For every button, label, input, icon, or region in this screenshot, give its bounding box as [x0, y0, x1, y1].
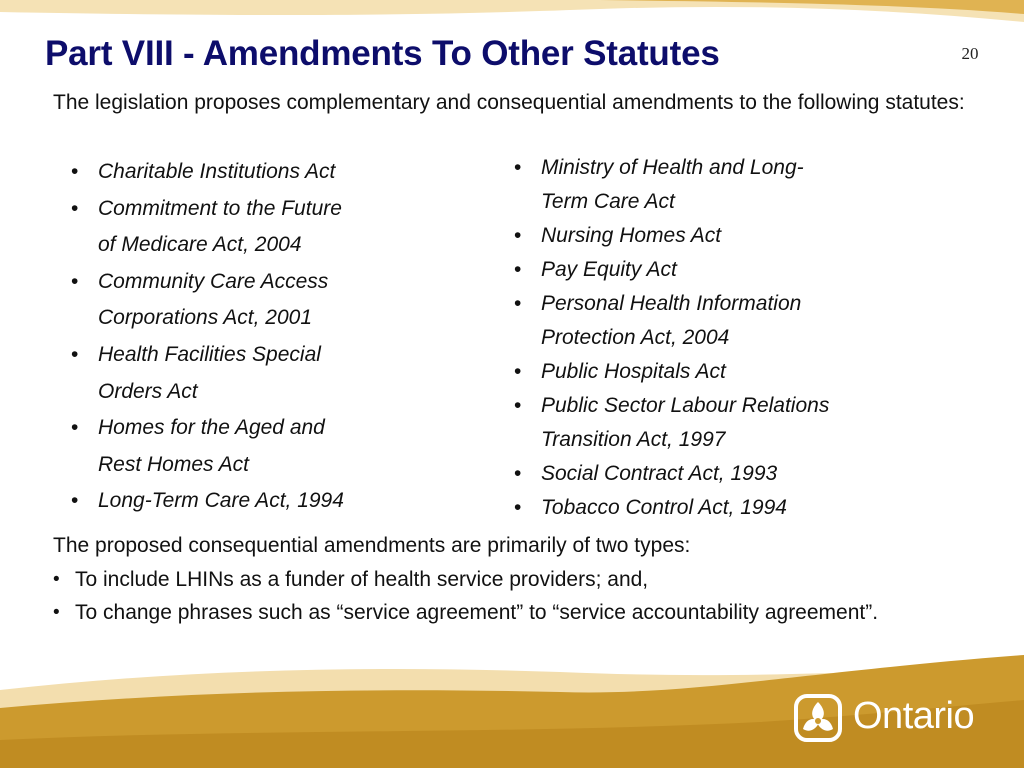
statute-line: Charitable Institutions Act [98, 160, 336, 183]
bullet: • [514, 258, 522, 281]
bullet: • [514, 394, 522, 417]
amendment-type-list [53, 563, 973, 630]
statute-line: Health Facilities Special [98, 342, 321, 366]
bullet: • [514, 156, 522, 179]
statute-line: Public Sector Labour Relations [541, 394, 830, 417]
list-item [514, 457, 934, 491]
bullet: • [71, 160, 79, 183]
statute-list-left [71, 154, 471, 520]
list-item [514, 287, 934, 355]
list-item [71, 264, 471, 337]
bullet: • [53, 602, 60, 623]
amendment-point: To change phrases such as “service agreement” to “service accountability agreement”. [75, 601, 879, 624]
statute-line: Long-Term Care Act, 1994 [98, 489, 344, 513]
bullet: • [514, 292, 522, 315]
list-item [514, 219, 934, 253]
statute-line: Social Contract Act, 1993 [541, 462, 778, 485]
statute-line: Public Hospitals Act [541, 360, 726, 383]
list-item [514, 389, 934, 457]
statute-line: Term Care Act [541, 190, 675, 213]
statute-line: Transition Act, 1997 [541, 428, 726, 451]
bullet: • [53, 568, 60, 590]
statute-line: Ministry of Health and Long- [541, 156, 804, 179]
list-item [514, 253, 934, 287]
amendment-types [53, 529, 973, 630]
amendment-point: To include LHINs as a funder of health service providers; and, [75, 567, 649, 591]
list-item [53, 563, 973, 597]
logo-text: Ontario [853, 695, 975, 737]
list-item [514, 355, 934, 389]
statute-line: Orders Act [98, 379, 198, 403]
list-item [53, 596, 973, 630]
statute-line: Commitment to the Future [98, 196, 342, 220]
statute-line: Community Care Access [98, 269, 329, 293]
statute-line: Homes for the Aged and [98, 416, 325, 440]
bullet: • [514, 496, 522, 519]
bullet: • [71, 342, 79, 366]
list-item [71, 337, 471, 410]
intro-text: The legislation proposes complementary and consequential amendments to the following statutes: [53, 91, 965, 114]
bullet: • [71, 416, 79, 440]
ontario-logo [793, 693, 993, 743]
statute-line: Nursing Homes Act [541, 224, 722, 247]
bullet: • [71, 196, 79, 220]
statute-line: Personal Health Information [541, 292, 802, 315]
statute-line: Corporations Act, 2001 [98, 306, 313, 330]
statute-line: Pay Equity Act [541, 258, 677, 281]
list-item [71, 191, 471, 264]
statute-line: Rest Homes Act [98, 452, 249, 476]
list-item [514, 491, 934, 525]
bullet: • [514, 462, 522, 485]
bullet: • [514, 224, 522, 247]
statute-list-right [514, 151, 934, 525]
list-item [71, 483, 471, 520]
slide-title: Part VIII - Amendments To Other Statutes [45, 34, 720, 73]
outro-lead: The proposed consequential amendments are primarily of two types: [53, 534, 691, 557]
list-item [514, 151, 934, 219]
statute-line: Tobacco Control Act, 1994 [541, 496, 787, 519]
bullet: • [514, 360, 522, 383]
bullet: • [71, 489, 79, 513]
bullet: • [71, 269, 79, 293]
trillium-icon [793, 693, 843, 743]
page-number: 20 [961, 44, 979, 63]
statute-line: of Medicare Act, 2004 [98, 233, 302, 257]
list-item [71, 410, 471, 483]
list-item [71, 154, 471, 191]
statute-line: Protection Act, 2004 [541, 326, 730, 349]
